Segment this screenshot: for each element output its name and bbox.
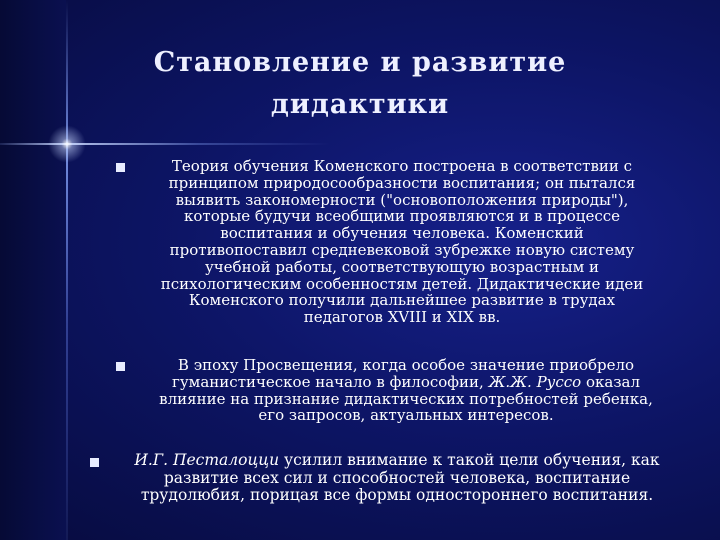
title-line-2: дидактики <box>270 89 450 120</box>
slide-title <box>150 42 570 126</box>
sparkle-icon <box>45 122 89 166</box>
bullet-rousseau <box>108 357 704 424</box>
text-line: учебной работы, соответствующую возрастным и <box>204 257 600 276</box>
bullet-pestalozzi <box>86 452 708 505</box>
text-line: развитие всех сил и способностей человека, воспитание <box>163 468 631 487</box>
text-line: воспитания и обучения человека. Коменский <box>220 224 584 243</box>
text-line: Коменского получили дальнейшее развитие в трудах <box>188 291 616 310</box>
square-bullet-icon <box>116 163 125 172</box>
pestalozzi-name: И.Г. Песталоцци <box>134 451 280 469</box>
text-line: которые будучи всеобщими проявляются и в процессе <box>183 207 620 226</box>
rousseau-name: Ж.Ж. Руссо <box>488 372 582 391</box>
text-line: его запросов, актуальных интересов. <box>258 406 554 425</box>
bullet-text <box>108 357 704 424</box>
text-line <box>86 452 708 470</box>
text-line: Теория обучения Коменского построена в соответствии с <box>171 157 633 175</box>
square-bullet-icon <box>116 362 125 371</box>
title-line-1: Становление и развитие <box>153 47 567 78</box>
text-line: принципом природосообразности воспитания; он пытался <box>168 173 636 192</box>
vertical-accent-line <box>66 0 68 540</box>
text-line <box>108 374 704 391</box>
text-span: оказал <box>581 372 640 391</box>
text-line: В эпоху Просвещения, когда особое значение приобрело <box>177 356 635 374</box>
bullet-text <box>86 452 708 505</box>
bullet-comenius <box>112 158 692 326</box>
text-line: психологическим особенностям детей. Дидактические идеи <box>160 274 644 293</box>
text-line: педагогов XVIII и XIX вв. <box>303 308 501 327</box>
text-span: гуманистическое начало в философии, <box>172 372 489 391</box>
square-bullet-icon <box>90 458 99 467</box>
bullet-text <box>112 158 692 326</box>
text-line: влияние на признание дидактических потребностей ребенка, <box>159 389 653 408</box>
left-decorative-band <box>0 0 66 540</box>
text-line: выявить закономерности ("основоположения природы"), <box>175 190 629 209</box>
text-line: трудолюбия, порицая все формы одностороннего воспитания. <box>140 486 654 504</box>
text-span: усилил внимание к такой цели обучения, как <box>279 451 660 469</box>
text-line: противопоставил средневековой зубрежке новую систему <box>169 240 635 259</box>
